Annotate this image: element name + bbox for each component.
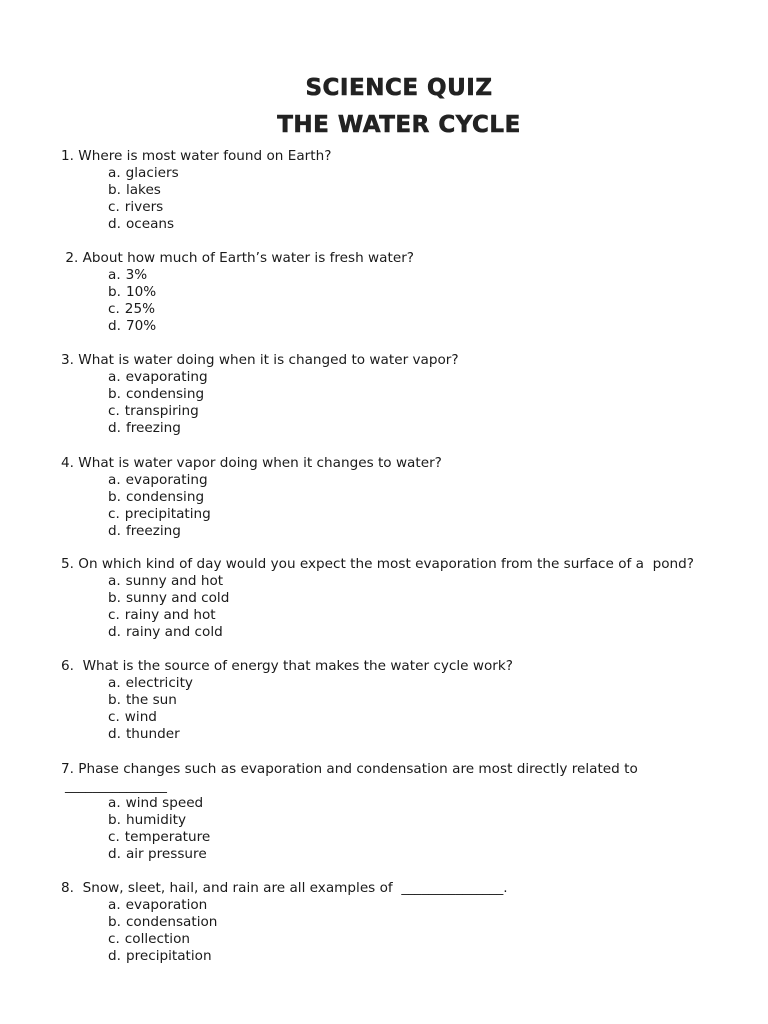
answer-text: humidity [125, 812, 186, 828]
answer-letter: a. [108, 897, 121, 913]
answer-text: evaporation [125, 897, 208, 913]
answer-option [108, 506, 751, 523]
answer-option [108, 369, 751, 386]
question-text: 7. Phase changes such as evaporation and condensation are most directly related to [61, 761, 638, 777]
answer-letter: d. [108, 318, 121, 334]
answer-text: 70% [125, 318, 157, 334]
answer-text: the sun [125, 692, 177, 708]
answer-option [108, 795, 751, 812]
answer-letter: a. [108, 573, 121, 589]
answer-option [108, 675, 751, 692]
answer-option [108, 709, 751, 726]
answer-text: oceans [125, 216, 175, 232]
answer-letter: c. [108, 829, 120, 845]
answer-letter: d. [108, 948, 121, 964]
answer-option [108, 267, 751, 284]
answer-text: collection [124, 931, 191, 947]
answer-letter: c. [108, 199, 120, 215]
answer-option [108, 573, 751, 590]
answer-list [61, 675, 751, 743]
answer-text: rainy and hot [124, 607, 216, 623]
answer-text: freezing [125, 420, 181, 436]
answer-text: 25% [124, 301, 156, 317]
answer-option [108, 216, 751, 233]
answer-option [108, 829, 751, 846]
answer-text: evaporating [125, 369, 208, 385]
answer-option [108, 624, 751, 641]
answer-text: air pressure [125, 846, 207, 862]
answer-option [108, 165, 751, 182]
answer-letter: c. [108, 301, 120, 317]
answer-letter: d. [108, 726, 121, 742]
answer-option [108, 420, 751, 437]
answer-letter: a. [108, 267, 121, 283]
question-text: 2. About how much of Earth’s water is fresh water? [61, 250, 414, 266]
answer-list [61, 369, 751, 437]
question-3 [61, 352, 751, 437]
answer-text: freezing [125, 523, 181, 539]
answer-option [108, 590, 751, 607]
answer-text: precipitation [125, 948, 212, 964]
answer-letter: c. [108, 931, 120, 947]
answer-letter: d. [108, 846, 121, 862]
question-2 [61, 250, 751, 335]
answer-text: sunny and hot [125, 573, 224, 589]
question-text: 1. Where is most water found on Earth? [61, 148, 332, 164]
question-text: 5. On which kind of day would you expect the most evaporation from the surface of a pond? [61, 556, 695, 572]
answer-letter: c. [108, 506, 120, 522]
answer-option [108, 523, 751, 540]
answer-option [108, 182, 751, 199]
answer-option [108, 199, 751, 216]
quiz-title [0, 70, 768, 144]
answer-letter: b. [108, 812, 121, 828]
answer-text: 3% [125, 267, 148, 283]
answer-option [108, 318, 751, 335]
answer-text: thunder [125, 726, 180, 742]
answer-text: lakes [125, 182, 161, 198]
answer-letter: d. [108, 624, 121, 640]
answer-letter: b. [108, 284, 121, 300]
answer-text: 10% [125, 284, 157, 300]
answer-option [108, 846, 751, 863]
answer-letter: a. [108, 369, 121, 385]
answer-list [61, 573, 751, 641]
question-6 [61, 658, 751, 743]
answer-letter: a. [108, 795, 121, 811]
answer-list [61, 897, 751, 965]
answer-option [108, 812, 751, 829]
answer-option [108, 386, 751, 403]
answer-text: precipitating [124, 506, 211, 522]
answer-list [61, 795, 751, 863]
answer-letter: b. [108, 489, 121, 505]
answer-letter: b. [108, 914, 121, 930]
answer-option [108, 489, 751, 506]
answer-option [108, 284, 751, 301]
answer-letter: b. [108, 386, 121, 402]
answer-letter: c. [108, 709, 120, 725]
answer-letter: b. [108, 182, 121, 198]
question-text: 3. What is water doing when it is changed to water vapor? [61, 352, 459, 368]
answer-letter: d. [108, 420, 121, 436]
answer-text: glaciers [125, 165, 179, 181]
answer-list [61, 472, 751, 540]
answer-text: rainy and cold [125, 624, 223, 640]
answer-option [108, 692, 751, 709]
question-text: 8. Snow, sleet, hail, and rain are all examples of _______________. [61, 880, 508, 896]
question-5 [61, 556, 751, 641]
answer-text: transpiring [124, 403, 199, 419]
answer-option [108, 301, 751, 318]
answer-text: electricity [125, 675, 193, 691]
question-text: 4. What is water vapor doing when it changes to water? [61, 455, 442, 471]
answer-option [108, 897, 751, 914]
answer-letter: d. [108, 216, 121, 232]
answer-letter: a. [108, 165, 121, 181]
answer-text: condensation [125, 914, 218, 930]
answer-letter: b. [108, 590, 121, 606]
answer-list [61, 165, 751, 233]
answer-letter: a. [108, 472, 121, 488]
answer-option [108, 948, 751, 965]
question-4 [61, 455, 751, 540]
question-8 [61, 880, 751, 965]
answer-option [108, 403, 751, 420]
answer-text: condensing [125, 386, 205, 402]
answer-letter: c. [108, 607, 120, 623]
answer-letter: b. [108, 692, 121, 708]
answer-text: rivers [124, 199, 164, 215]
answer-option [108, 726, 751, 743]
title-line-2: THE WATER CYCLE [277, 112, 521, 138]
title-line-1: SCIENCE QUIZ [305, 75, 493, 101]
answer-text: wind [124, 709, 157, 725]
answer-option [108, 931, 751, 948]
question-7 [61, 761, 751, 863]
answer-list [61, 267, 751, 335]
answer-blank: _______________ [65, 778, 167, 794]
question-text: 6. What is the source of energy that makes the water cycle work? [61, 658, 513, 674]
answer-text: sunny and cold [125, 590, 230, 606]
answer-text: temperature [124, 829, 211, 845]
answer-letter: c. [108, 403, 120, 419]
answer-text: wind speed [125, 795, 204, 811]
answer-option [108, 472, 751, 489]
question-1 [61, 148, 751, 233]
answer-text: evaporating [125, 472, 208, 488]
answer-letter: a. [108, 675, 121, 691]
answer-option [108, 607, 751, 624]
answer-text: condensing [125, 489, 205, 505]
answer-letter: d. [108, 523, 121, 539]
answer-option [108, 914, 751, 931]
